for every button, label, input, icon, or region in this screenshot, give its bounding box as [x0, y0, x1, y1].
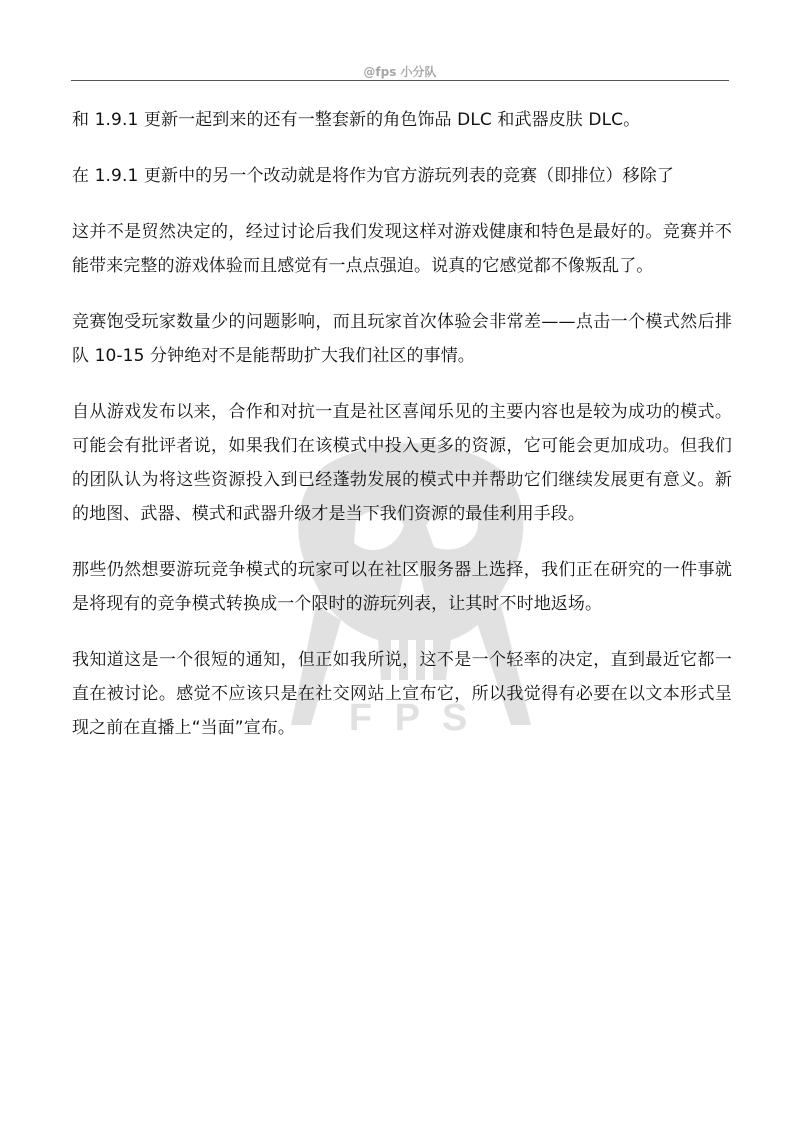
paragraph-player-count: 竞赛饱受玩家数量少的问题影响，而且玩家首次体验会非常差——点击一个模式然后排队 10-15 分钟绝对不是能帮助扩大我们社区的事情。: [72, 312, 732, 366]
paragraph-coop-versus: 自从游戏发布以来，合作和对抗一直是社区喜闻乐见的主要内容也是较为成功的模式。可能会有批评者说，如果我们在该模式中投入更多的资源，它可能会更加成功。但我们的团队认为将这些资源投入到已经蓬勃发展的模式中并帮助它们继续发展更有意义。新的地图、武器、模式和武器升级才是当下我们资源的最佳利用手段。: [72, 402, 732, 524]
article-body: [72, 103, 732, 767]
page-header: [71, 0, 729, 81]
paragraph-dlc: 和 1.9.1 更新一起到来的还有一整套新的角色饰品 DLC 和武器皮肤 DLC。: [72, 110, 641, 130]
header-watermark-text: @fps 小分队: [363, 65, 437, 79]
paragraph-community-servers: 那些仍然想要游玩竞争模式的玩家可以在社区服务器上选择，我们正在研究的一件事就是将现有的竞争模式转换成一个限时的游玩列表，让其时不时地返场。: [72, 560, 732, 614]
paragraph-ranked-removed: 在 1.9.1 更新中的另一个改动就是将作为官方游玩列表的竞赛（即排位）移除了: [72, 166, 674, 186]
watermark-letters: F P S: [348, 697, 474, 739]
paragraph-decision-reason: 这并不是贸然决定的，经过讨论后我们发现这样对游戏健康和特色是最好的。竞赛并不能带来完整的游戏体验而且感觉有一点点强迫。说真的它感觉都不像叛乱了。: [72, 222, 732, 276]
paragraph-announcement: 我知道这是一个很短的通知，但正如我所说，这不是一个轻率的决定，直到最近它都一直在被讨论。感觉不应该只是在社交网站上宣布它，所以我觉得有必要在以文本形式呈现之前在直播上“当面”宣布。: [72, 650, 732, 738]
